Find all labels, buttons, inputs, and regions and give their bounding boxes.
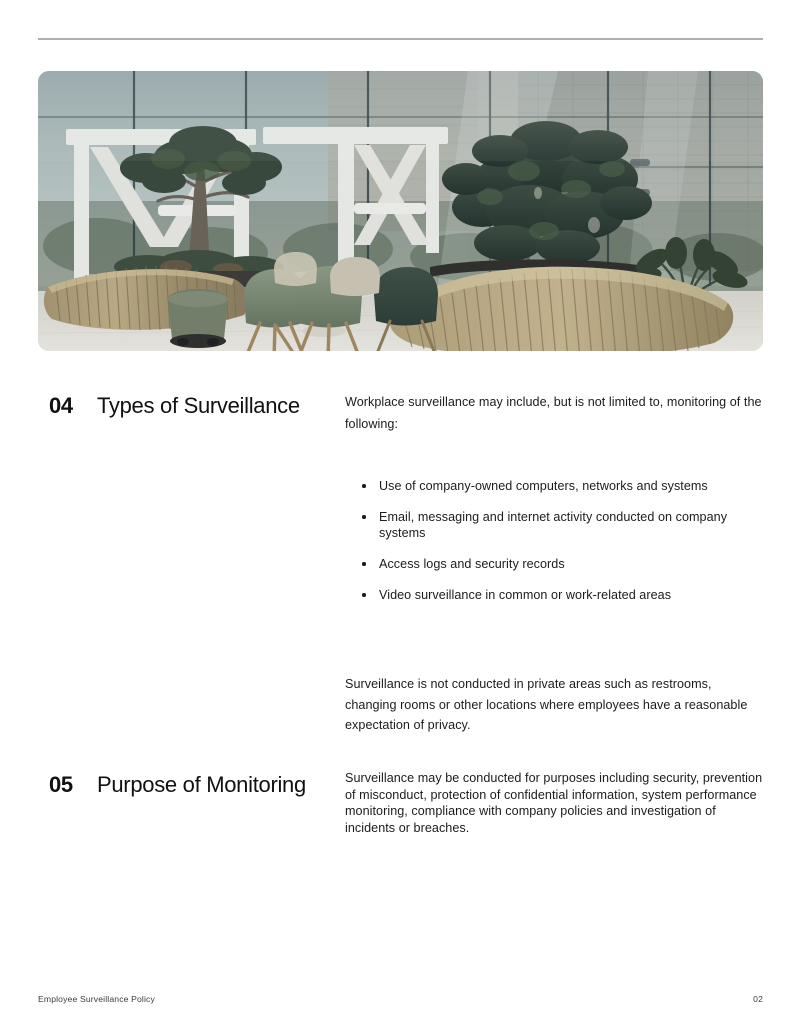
- list-item-label: Access logs and security records: [379, 557, 565, 571]
- list-item: [362, 509, 763, 541]
- bullet-icon: [362, 484, 366, 488]
- list-item-label: Video surveillance in common or work-related areas: [379, 588, 672, 602]
- surveillance-types-list: [345, 478, 763, 603]
- section-number: 05: [49, 772, 73, 797]
- section-body-05: [345, 770, 763, 836]
- purpose-paragraph: Surveillance may be conducted for purposes including security, prevention of misconduct, protection of confidential information, system performance monitoring, compliance with company policies and investigation of incidents or breaches.: [345, 771, 763, 835]
- list-item: [362, 587, 763, 603]
- section-title: Purpose of Monitoring: [97, 772, 306, 797]
- header-rule: [38, 38, 763, 40]
- list-item-label: Email, messaging and internet activity conducted on company systems: [379, 510, 728, 540]
- bullet-icon: [362, 515, 366, 519]
- list-item-label: Use of company-owned computers, networks and systems: [379, 479, 708, 493]
- list-item: [362, 478, 763, 494]
- privacy-exclusion-note: Surveillance is not conducted in private areas such as restrooms, changing rooms or other locations where employees have a reasonable expectation of privacy.: [345, 677, 748, 732]
- hero-image: [38, 71, 763, 351]
- footer-document-title: Employee Surveillance Policy: [38, 994, 155, 1004]
- bullet-icon: [362, 593, 366, 597]
- section-heading-04: [49, 391, 339, 420]
- page-footer: [38, 994, 763, 1004]
- section-heading-05: [49, 770, 339, 799]
- section-title: Types of Surveillance: [97, 393, 300, 418]
- bullet-icon: [362, 562, 366, 566]
- section-number: 04: [49, 393, 73, 418]
- section-body-04: [345, 391, 763, 736]
- footer-page-number: 02: [753, 994, 763, 1004]
- section-lead-paragraph: Workplace surveillance may include, but is not limited to, monitoring of the following:: [345, 395, 762, 431]
- list-item: [362, 556, 763, 572]
